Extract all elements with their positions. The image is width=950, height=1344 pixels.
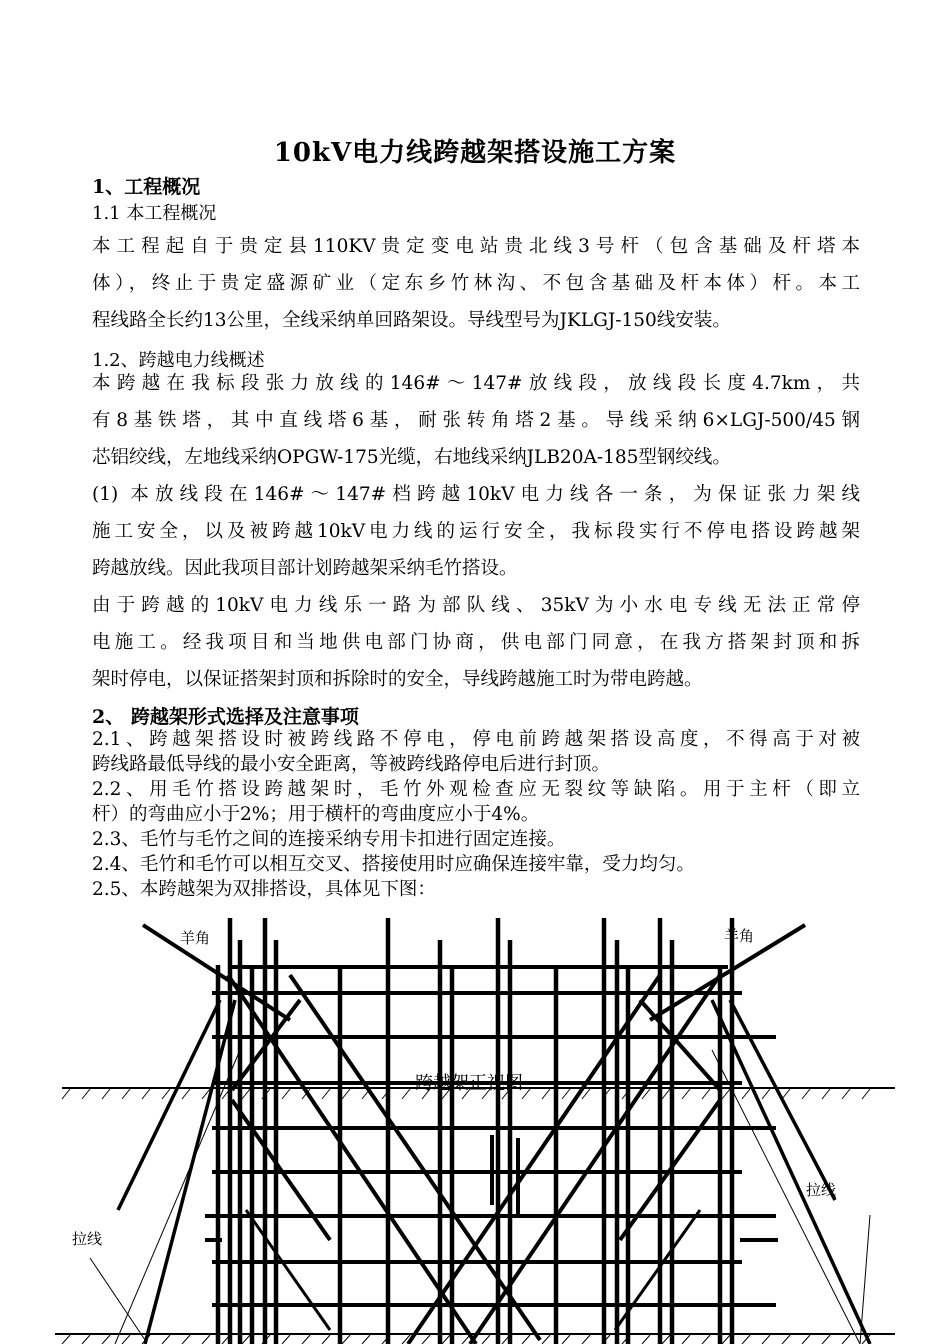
page-title: 10kV电力线跨越架搭设施工方案 [273, 138, 677, 168]
ground-hatch [802, 1089, 810, 1099]
ground-hatch [322, 1335, 330, 1344]
cross-brace [290, 975, 540, 1340]
paragraph-line: 芯铝绞线，左地线采纳OPGW-175光缆，右地线采纳JLB20A-185型钢绞线。 [92, 447, 731, 468]
ground-hatch [682, 1089, 690, 1099]
ground-hatch [102, 1335, 110, 1344]
ground-hatch [722, 1089, 730, 1099]
section-1-1-heading: 1.1 本工程概况 [92, 203, 217, 224]
ground-hatch [202, 1335, 210, 1344]
ground-hatch [162, 1089, 170, 1099]
ground-hatch [122, 1089, 130, 1099]
ground-hatch [822, 1089, 830, 1099]
ground-hatch [242, 1089, 250, 1099]
ground-hatch [422, 1335, 430, 1344]
paragraph-line: 跨越放线。因此我项目部计划跨越架采纳毛竹搭设。 [92, 558, 518, 579]
paragraph-line: 电施工。经我项目和当地供电部门协商，供电部门同意，在我方搭架封顶和拆 [92, 632, 860, 653]
ground-hatch [762, 1335, 770, 1344]
paragraph-line: 本工程起自于贵定县110KV贵定变电站贵北线3号杆（包含基础及杆塔本 [92, 236, 860, 257]
ground-hatch [742, 1335, 750, 1344]
ground-hatch [522, 1089, 530, 1099]
ground-hatch [722, 1335, 730, 1344]
ground-hatch [322, 1089, 330, 1099]
cross-brace [408, 975, 660, 1344]
ground-hatch [242, 1335, 250, 1344]
ground-hatch [662, 1335, 670, 1344]
ground-hatch [782, 1335, 790, 1344]
ground-hatch [342, 1335, 350, 1344]
ground-hatch [122, 1335, 130, 1344]
ground-hatch [402, 1089, 410, 1099]
ground-hatch [542, 1335, 550, 1344]
guy-wire [860, 1215, 870, 1344]
section-2-heading: 2、 跨越架形式选择及注意事项 [92, 706, 359, 728]
paragraph-line: 本跨越在我标段张力放线的146#～147#放线段，放线段长度4.7km，共 [92, 373, 860, 394]
list-item: 2.2、用毛竹搭设跨越架时，毛竹外观检查应无裂纹等缺陷。用于主杆（即立 [92, 779, 860, 800]
list-item: 2.1、跨越架搭设时被跨线路不停电，停电前跨越架搭设高度，不得高于对被 [92, 729, 860, 750]
crossing-frame-diagram [0, 905, 950, 1344]
list-item: 2.4、毛竹和毛竹可以相互交叉、搭接使用时应确保连接牢靠，受力均匀。 [92, 854, 695, 875]
ground-hatch [362, 1335, 370, 1344]
ground-hatch [842, 1335, 850, 1344]
outer-brace [730, 1000, 835, 1200]
ground-hatch [702, 1335, 710, 1344]
outer-brace [118, 1000, 220, 1210]
ground-hatch [702, 1089, 710, 1099]
ground-hatch [282, 1089, 290, 1099]
ground-hatch [822, 1335, 830, 1344]
list-item: 跨线路最低导线的最小安全距离，等被跨线路停电后进行封顶。 [92, 754, 611, 775]
paragraph-line: 程线路全长约13公里，全线采纳单回路架设。导线型号为JKLGJ-150线安装。 [92, 310, 731, 331]
ground-hatch [562, 1335, 570, 1344]
guy-wire [90, 1258, 145, 1340]
list-item: 2.3、毛竹与毛竹之间的连接采纳专用卡扣进行固定连接。 [92, 829, 566, 850]
section-1-heading: 1、工程概况 [92, 176, 201, 198]
guy-wire [115, 1050, 240, 1344]
ground-hatch [442, 1335, 450, 1344]
paragraph-line: 施工安全，以及被跨越10kV电力线的运行安全，我标段实行不停电搭设跨越架 [92, 521, 860, 542]
left-guy-label: 拉线 [72, 1230, 103, 1248]
cross-brace [470, 975, 720, 1344]
ground-hatch [82, 1089, 90, 1099]
ground-hatch [522, 1335, 530, 1344]
ground-hatch [682, 1335, 690, 1344]
ground-hatch [102, 1089, 110, 1099]
paragraph-line: (1) 本放线段在146#～147#档跨越10kV电力线各一条，为保证张力架线 [92, 484, 860, 505]
right-horn-label: 羊角 [724, 927, 755, 945]
ground-hatch [842, 1089, 850, 1099]
ground-hatch [62, 1335, 70, 1344]
paragraph-line: 体），终止于贵定盛源矿业（定东乡竹林沟、不包含基础及杆本体）杆。本工 [92, 273, 860, 294]
ground-hatch [642, 1335, 650, 1344]
paragraph-line: 架时停电，以保证搭架封顶和拆除时的安全，导线跨越施工时为带电跨越。 [92, 669, 703, 690]
ground-hatch [542, 1089, 550, 1099]
center-view-label: 跨越架正视图 [415, 1073, 523, 1094]
cross-brace [246, 1210, 330, 1330]
paragraph-line: 有8基铁塔，其中直线塔6基，耐张转角塔2基。导线采纳6×LGJ-500/45钢 [92, 410, 860, 431]
ground-hatch [762, 1089, 770, 1099]
ground-hatch [182, 1335, 190, 1344]
section-1-2-heading: 1.2、跨越电力线概述 [92, 350, 265, 371]
ground-hatch [482, 1335, 490, 1344]
ground-hatch [62, 1089, 70, 1099]
list-item: 2.5、本跨越架为双排搭设，具体见下图： [92, 879, 436, 900]
ground-hatch [282, 1335, 290, 1344]
ground-hatch [782, 1089, 790, 1099]
paragraph-line: 由于跨越的10kV电力线乐一路为部队线、35kV为小水电专线无法正常停 [92, 595, 860, 616]
ground-hatch [162, 1335, 170, 1344]
ground-hatch [742, 1089, 750, 1099]
ground-hatch [862, 1089, 870, 1099]
ground-hatch [82, 1335, 90, 1344]
left-horn-label: 羊角 [180, 929, 211, 947]
right-guy-label: 拉线 [806, 1181, 837, 1199]
ground-hatch [802, 1335, 810, 1344]
list-item: 杆）的弯曲应小于2%；用于横杆的弯曲度应小于4%。 [92, 804, 540, 825]
ground-hatch [662, 1089, 670, 1099]
ground-hatch [302, 1335, 310, 1344]
ground-hatch [582, 1335, 590, 1344]
ground-hatch [142, 1089, 150, 1099]
ground-hatch [182, 1089, 190, 1099]
ground-hatch [342, 1089, 350, 1099]
ground-hatch [562, 1089, 570, 1099]
